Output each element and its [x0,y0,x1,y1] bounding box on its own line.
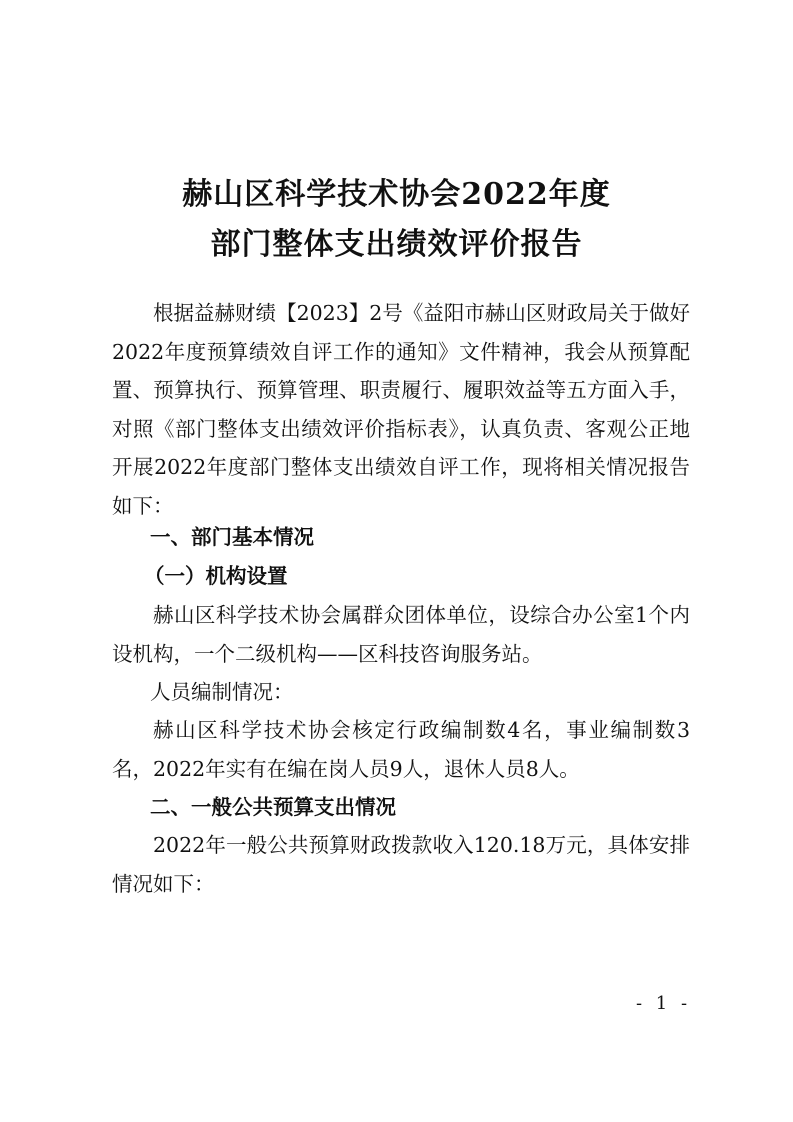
page-number: - 1 - [636,993,692,1014]
org-paragraph: 赫山区科学技术协会属群众团体单位，设综合办公室1个内设机构，一个二级机构——区科技咨询服务站。 [112,603,690,666]
budget-paragraph: 2022年一般公共预算财政拨款收入120.18万元，具体安排情况如下： [112,833,690,896]
document-title-line1: 赫山区科学技术协会2022年度 [182,177,611,212]
document-title-line2: 部门整体支出绩效评价报告 [210,227,583,262]
staff-label: 人员编制情况： [150,680,294,704]
intro-paragraph: 根据益赫财绩【2023】2号《益阳市赫山区财政局关于做好2022年度预算绩效自评工作的通知》文件精神，我会从预算配置、预算执行、预算管理、职责履行、履职效益等五方面入手，对照《部门整体支出绩效评价指标表》，认真负责、客观公正地开展2022年度部门整体支出绩效自评工作，现将相关情况报告如下： [112,301,690,518]
staff-paragraph: 赫山区科学技术协会核定行政编制数4名，事业编制数3名，2022年实有在编在岗人员9人，退休人员8人。 [112,718,690,781]
section2-heading: 二、一般公共预算支出情况 [150,795,396,819]
section1-heading: 一、部门基本情况 [150,525,314,549]
section1-subheading-org: （一）机构设置 [144,564,288,588]
